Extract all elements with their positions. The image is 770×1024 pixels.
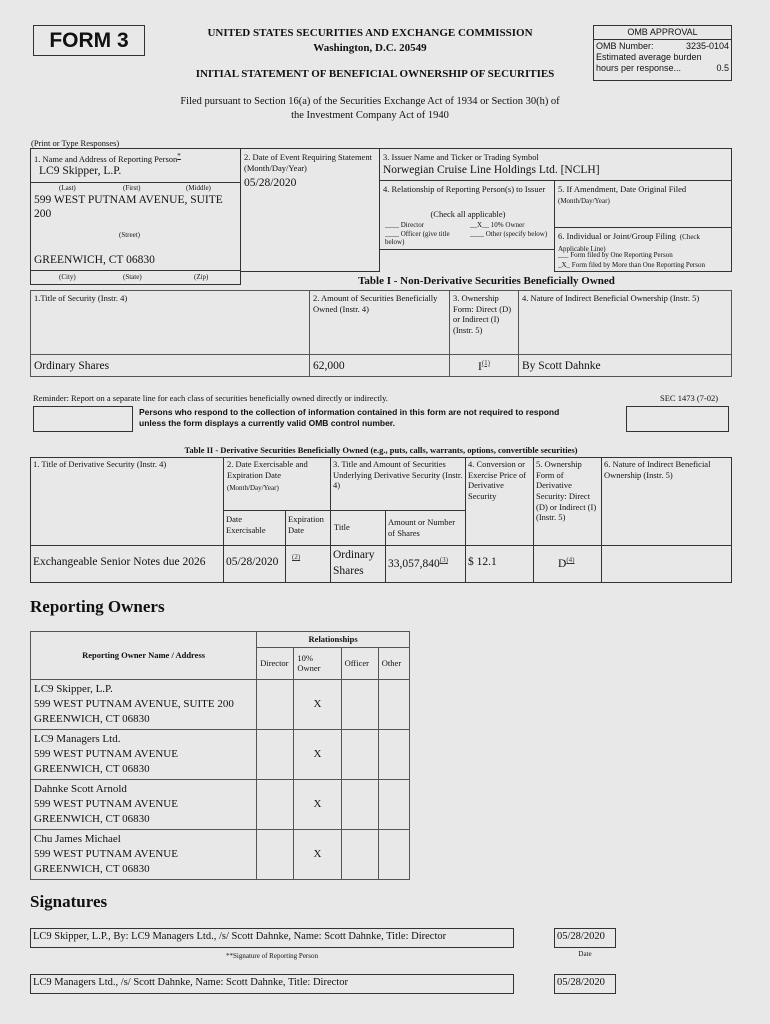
box6-filing-type [554, 227, 732, 272]
footnote-link-2[interactable]: (2) [292, 553, 301, 561]
filing-option-more: _X_ Form filed by More than One Reporting Person [558, 261, 705, 269]
box4-relationship [379, 180, 555, 250]
street-label: (Street) [119, 231, 140, 239]
ro-owner-name: Dahnke Scott Arnold [34, 782, 127, 795]
box6-sublabel: (Check Applicable Line) [558, 233, 701, 253]
t1-col-nature: 4. Nature of Indirect Beneficial Ownership (Instr. 5) [519, 291, 732, 355]
ro-ten-pct-mark: X [294, 779, 341, 829]
t2-col-form: 5. Ownership Form of Derivative Security: Direct (D) or Indirect (I) (Instr. 5) [536, 459, 597, 523]
t2-col-u-amount: Amount or Number of Shares [388, 517, 456, 538]
omb-number: 3235-0104 [685, 41, 729, 51]
t2-col-expiration: Expiration Date [288, 514, 324, 535]
ro-owner-street: 599 WEST PUTNAM AVENUE [34, 747, 178, 760]
ten-pct-owner-option: __X__ 10% Owner [470, 221, 525, 229]
ro-owner-cell [31, 779, 257, 829]
date-caption: Date [578, 950, 592, 958]
ro-ten-pct-mark: X [294, 679, 341, 729]
box2-event-date [240, 148, 380, 272]
table1-non-derivative [30, 290, 732, 377]
table-row [31, 779, 410, 829]
first-label: (First) [123, 184, 141, 192]
footnote-link-4[interactable]: (4) [566, 556, 575, 564]
street-address: 599 WEST PUTNAM AVENUE, SUITE 200 [34, 194, 223, 220]
signature-date-1: 05/28/2020 [557, 931, 605, 942]
middle-label: (Middle) [186, 184, 211, 192]
t2-underlying-title: Ordinary Shares [333, 549, 375, 577]
filed-pursuant-line1: Filed pursuant to Section 16(a) of the Securities Exchange Act of 1934 or Section 30(h) of [180, 96, 560, 107]
notice-left-box [33, 406, 133, 432]
city-state-zip: GREENWICH, CT 06830 [34, 254, 155, 266]
t2-underlying-amount: 33,057,840 [388, 557, 440, 570]
last-label: (Last) [59, 184, 76, 192]
box2-label: 2. Date of Event Requiring Statement (Month/Day/Year) [244, 152, 372, 173]
table2-derivative [30, 457, 732, 583]
box3-issuer [379, 148, 732, 181]
ro-owner-city: GREENWICH, CT 06830 [34, 812, 150, 825]
table2-title: Table II - Derivative Securities Beneficially Owned (e.g., puts, calls, warrants, options, convertible securities) [184, 445, 578, 455]
t2-col-underlying: 3. Title and Amount of Securities Underlying Derivative Security (Instr. 4) [333, 459, 463, 491]
ro-owner-name: LC9 Managers Ltd. [34, 732, 121, 745]
t1-col-form: 3. Ownership Form: Direct (D) or Indirect (I) (Instr. 5) [450, 291, 519, 355]
ro-owner-street: 599 WEST PUTNAM AVENUE, SUITE 200 [34, 697, 234, 710]
print-note: (Print or Type Responses) [31, 138, 120, 148]
form-label: FORM 3 [49, 29, 129, 52]
omb-notice-line1: Persons who respond to the collection of information contained in this form are not required to respond [139, 407, 560, 417]
t2-security-title: Exchangeable Senior Notes due 2026 [33, 556, 206, 568]
table1-title: Table I - Non-Derivative Securities Beneficially Owned [358, 275, 615, 287]
t1-security-title: Ordinary Shares [31, 355, 310, 377]
t1-col-amount: 2. Amount of Securities Beneficially Owned (Instr. 4) [310, 291, 450, 355]
reporting-owners-heading: Reporting Owners [30, 597, 165, 616]
t2-col-title: 1. Title of Derivative Security (Instr. 4) [33, 459, 167, 469]
t1-nature: By Scott Dahnke [519, 355, 732, 377]
event-date: 05/28/2020 [244, 177, 297, 189]
footnote-link-3[interactable]: (3) [439, 556, 448, 564]
box5-sublabel: (Month/Day/Year) [558, 196, 610, 205]
filed-pursuant-line2: the Investment Company Act of 1940 [291, 110, 449, 121]
check-all-applicable: (Check all applicable) [430, 209, 506, 219]
t2-col-date-exercisable: Date Exercisable [226, 514, 266, 535]
table-row [31, 829, 410, 879]
agency-location: Washington, D.C. 20549 [313, 42, 427, 54]
t2-col-price: 4. Conversion or Exercise Price of Derivative Security [468, 459, 527, 501]
t1-col-title: 1.Title of Security (Instr. 4) [31, 291, 310, 355]
t2-col-dates: 2. Date Exercisable and Expiration Date [227, 459, 308, 480]
box5-amendment [554, 180, 732, 228]
ro-col-director: Director [257, 647, 294, 679]
director-option: ____ Director [385, 221, 425, 229]
t2-form-cell [558, 556, 574, 570]
ro-col-ten-pct: 10% Owner [294, 647, 341, 679]
t2-date-exercisable: 05/28/2020 [226, 556, 279, 568]
box1-name-address [30, 148, 241, 285]
t1-amount: 62,000 [310, 355, 450, 377]
ro-col-officer: Officer [341, 647, 378, 679]
zip-label: (Zip) [194, 273, 209, 281]
omb-notice-line2: unless the form displays a currently valid OMB control number. [139, 418, 396, 428]
box3-label: 3. Issuer Name and Ticker or Trading Symbol [383, 152, 539, 162]
omb-approval-box [593, 25, 732, 81]
box5-label: 5. If Amendment, Date Original Filed [558, 184, 687, 194]
box1-label: 1. Name and Address of Reporting Person [34, 153, 178, 164]
ro-owner-city: GREENWICH, CT 06830 [34, 862, 150, 875]
signatures-heading: Signatures [30, 892, 108, 911]
omb-burden-label: Estimated average burden [596, 52, 702, 62]
ro-owner-street: 599 WEST PUTNAM AVENUE [34, 847, 178, 860]
other-option: ____ Other (specify below) [470, 230, 548, 238]
reporting-owners-table [30, 631, 410, 880]
agency-name: UNITED STATES SECURITIES AND EXCHANGE COMMISSION [207, 27, 533, 39]
omb-title: OMB APPROVAL [594, 26, 731, 40]
footnote-link-1[interactable]: (1) [481, 358, 490, 367]
ro-owner-cell [31, 829, 257, 879]
ro-owner-city: GREENWICH, CT 06830 [34, 762, 150, 775]
omb-hours: 0.5 [716, 63, 729, 73]
ro-relationships: Relationships [257, 632, 410, 648]
ro-owner-cell [31, 679, 257, 729]
reporting-person-name: LC9 Skipper, L.P. [39, 165, 122, 177]
form-label-box [33, 25, 145, 56]
signature-2: LC9 Managers Ltd., /s/ Scott Dahnke, Name: Scott Dahnke, Title: Director [33, 977, 348, 988]
sec-code: SEC 1473 (7-02) [660, 393, 719, 403]
state-label: (State) [123, 273, 142, 281]
signature-caption: **Signature of Reporting Person [226, 952, 318, 960]
ro-owner-street: 599 WEST PUTNAM AVENUE [34, 797, 178, 810]
asterisk-footnote: * [177, 152, 181, 160]
omb-hours-label: hours per response... [596, 63, 682, 73]
ro-ten-pct-mark: X [294, 729, 341, 779]
table-row [31, 355, 732, 377]
t1-form-cell [450, 355, 519, 377]
ro-owner-name: Chu James Michael [34, 832, 121, 845]
t2-price: $ 12.1 [468, 556, 497, 568]
omb-notice [139, 407, 629, 429]
ro-col-name: Reporting Owner Name / Address [31, 632, 257, 680]
city-label: (City) [59, 273, 76, 281]
t1-form: I [477, 360, 482, 373]
box6-label: 6. Individual or Joint/Group Filing [558, 231, 676, 241]
t2-col-nature: 6. Nature of Indirect Beneficial Ownership (Instr. 5) [604, 459, 711, 480]
ro-col-other: Other [378, 647, 409, 679]
signature-block [30, 928, 616, 998]
signature-date-2: 05/28/2020 [557, 977, 605, 988]
box4-label: 4. Relationship of Reporting Person(s) to Issuer [383, 184, 546, 194]
form-title: INITIAL STATEMENT OF BENEFICIAL OWNERSHIP OF SECURITIES [195, 68, 555, 80]
t2-col-u-title: Title [334, 522, 350, 532]
ro-ten-pct-mark: X [294, 829, 341, 879]
signature-1: LC9 Skipper, L.P., By: LC9 Managers Ltd., /s/ Scott Dahnke, Name: Scott Dahnke, Title: Director [33, 931, 447, 942]
reminder-text: Reminder: Report on a separate line for each class of securities beneficially owned directly or indirectly. [33, 393, 388, 403]
filing-option-one: ___ Form filed by One Reporting Person [558, 251, 673, 259]
ro-owner-cell [31, 729, 257, 779]
notice-right-box [626, 406, 729, 432]
officer-option: ____ Officer (give title below) [385, 230, 450, 246]
table-row [31, 679, 410, 729]
t2-underlying-amount-cell [388, 556, 448, 570]
issuer-name: Norwegian Cruise Line Holdings Ltd. [NCLH] [383, 164, 600, 176]
omb-number-label: OMB Number: [596, 41, 654, 51]
t2-form: D [558, 557, 567, 570]
ro-owner-name: LC9 Skipper, L.P. [34, 682, 113, 695]
ro-owner-city: GREENWICH, CT 06830 [34, 712, 150, 725]
t2-col-dates-sub: (Month/Day/Year) [227, 484, 279, 492]
table-row [31, 729, 410, 779]
